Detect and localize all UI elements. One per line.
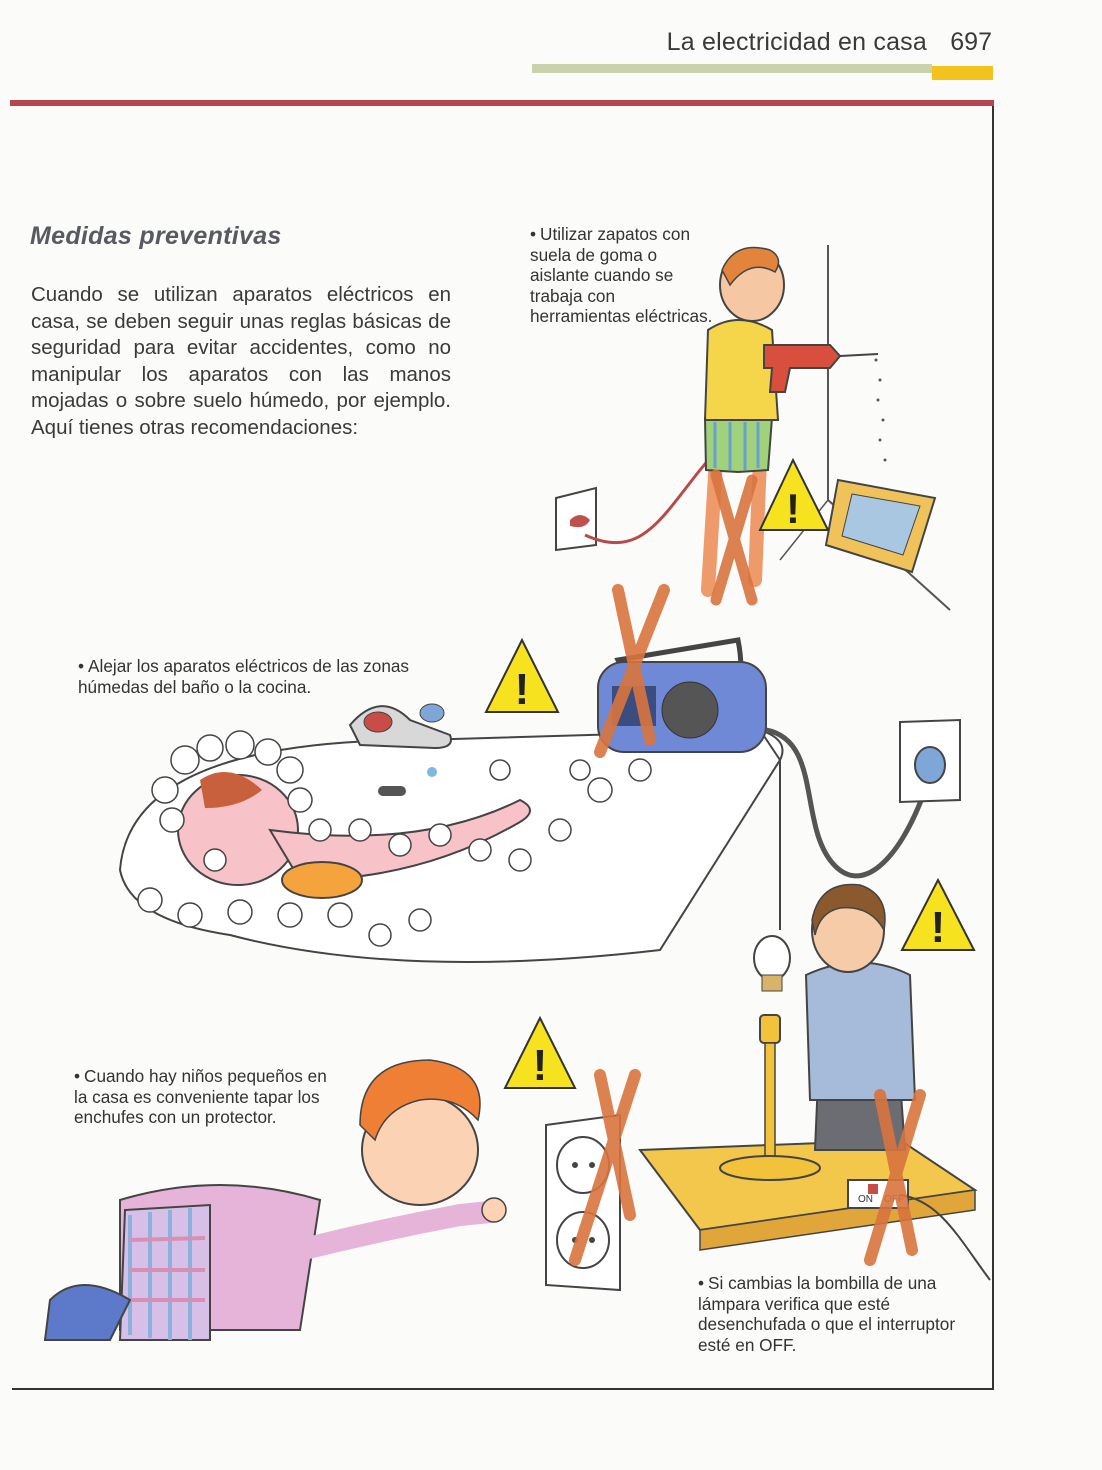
warning-triangle-icon bbox=[902, 880, 974, 952]
svg-text:!: ! bbox=[786, 485, 800, 532]
svg-text:!: ! bbox=[930, 903, 946, 952]
running-title: La electricidad en casa bbox=[666, 28, 927, 56]
tip-unplug-lamp: • Si cambias la bombilla de una lámpara verifica que esté desenchufada o que el interruptor esté en OFF. bbox=[698, 1273, 956, 1355]
warning-triangle-icon bbox=[760, 460, 828, 532]
svg-text:ON: ON bbox=[858, 1194, 873, 1205]
section-title: Medidas preventivas bbox=[30, 222, 282, 250]
lamp-scene-illustration bbox=[640, 880, 990, 1280]
svg-text:!: ! bbox=[532, 1041, 548, 1090]
cross-mark-icon bbox=[716, 475, 752, 600]
page-number: 697 bbox=[950, 28, 992, 56]
intro-paragraph: Cuando se utilizan aparatos eléctricos en casa, se deben seguir unas reglas básicas de seguridad para evitar accidentes, como no manipular los aparatos con las manos mojadas o sobre suelo húmedo, por ejemplo. Aquí tienes otras recomendaciones: bbox=[31, 283, 451, 439]
tip-insulated-shoes: • Utilizar zapatos con suela de goma o aislante cuando se trabaja con herramientas eléctricas. bbox=[530, 224, 713, 326]
warning-triangle-icon bbox=[486, 640, 558, 714]
warning-triangle-icon bbox=[505, 1018, 575, 1090]
tip-cover-sockets: • Cuando hay niños pequeños en la casa es conveniente tapar los enchufes con un protector. bbox=[74, 1066, 327, 1127]
svg-text:!: ! bbox=[514, 665, 530, 714]
tip-keep-away-from-water: • Alejar los aparatos eléctricos de las zonas húmedas del baño o la cocina. bbox=[78, 656, 410, 697]
